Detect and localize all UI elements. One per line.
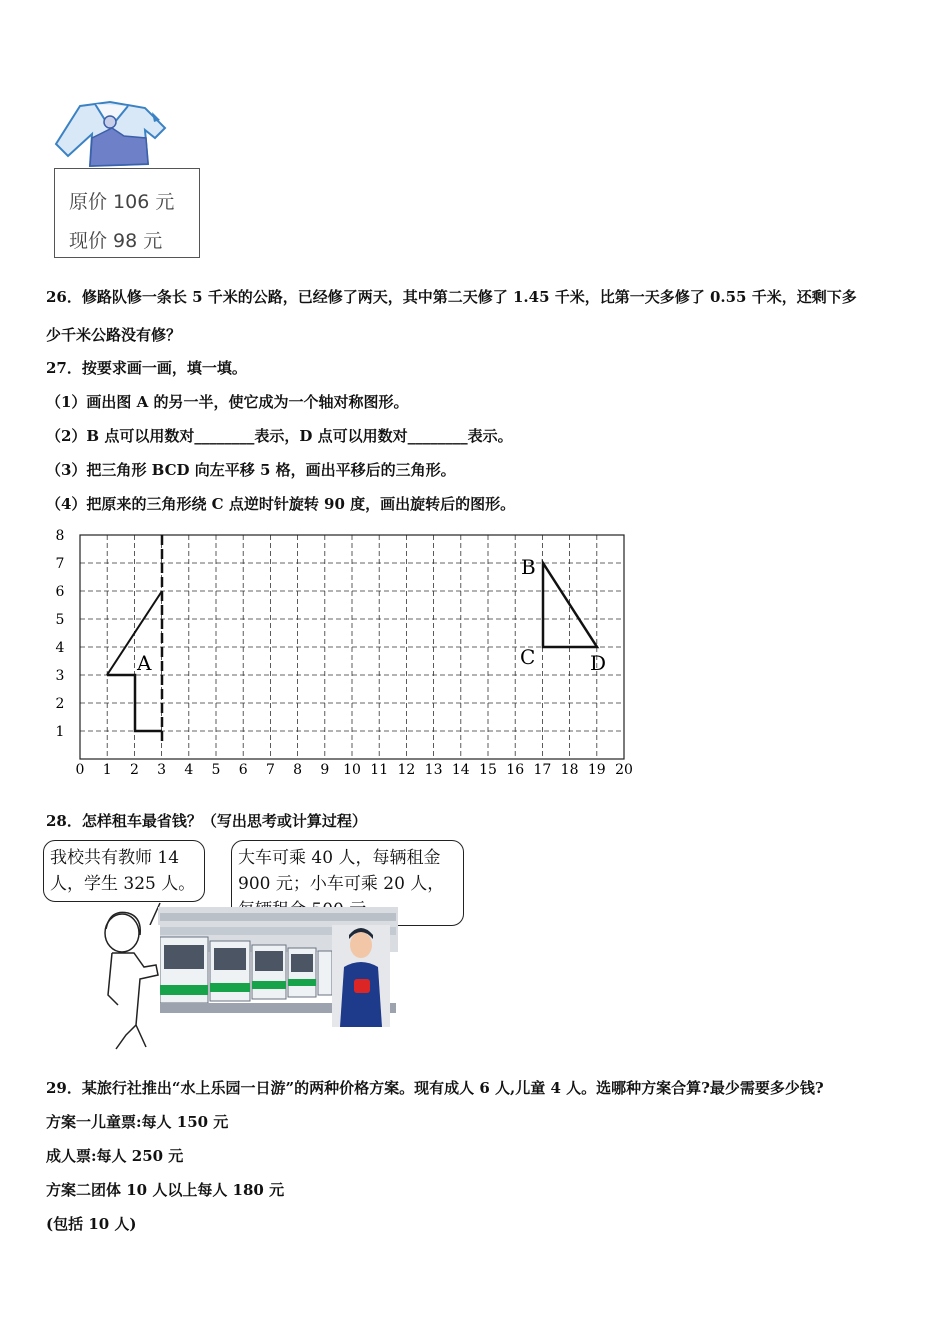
- bus-rental-illustration: [100, 875, 400, 1055]
- x-tick-label: 11: [370, 762, 389, 778]
- x-tick-label: 15: [479, 762, 497, 778]
- q27-item-1: （1）画出图 A 的另一半，使它成为一个轴对称图形。: [46, 393, 409, 411]
- x-tick-label: 18: [560, 762, 579, 778]
- q29-plan2-note: (包括 10 人): [46, 1215, 137, 1233]
- original-price: 原价 106 元: [69, 191, 175, 213]
- x-tick-label: 8: [293, 762, 303, 778]
- q29-plan1-adult: 成人票:每人 250 元: [46, 1147, 184, 1165]
- x-tick-label: 4: [184, 762, 194, 778]
- x-tick-label: 9: [320, 762, 330, 778]
- x-tick-label: 7: [265, 762, 275, 778]
- y-tick-label: 8: [55, 528, 65, 544]
- coordinate-grid: [40, 528, 640, 778]
- y-tick-label: 1: [55, 724, 65, 740]
- teacher-bubble-line1: 我校共有教师 14: [50, 848, 180, 868]
- q29-title: 29．某旅行社推出“水上乐园一日游”的两种价格方案。现有成人 6 人,儿童 4 人。选哪种方案合算?最少需要多少钱?: [46, 1079, 824, 1097]
- x-tick-label: 2: [129, 762, 139, 778]
- y-tick-label: 2: [55, 696, 65, 712]
- y-tick-label: 6: [55, 584, 65, 600]
- q27-item-3: （3）把三角形 BCD 向左平移 5 格，画出平移后的三角形。: [46, 461, 456, 479]
- teacher-bubble-line2: 人，学生 325 人。: [50, 874, 196, 894]
- y-tick-label: 5: [55, 612, 65, 628]
- x-tick-label: 19: [587, 762, 606, 778]
- y-tick-label: 4: [55, 640, 65, 656]
- x-tick-label: 5: [211, 762, 221, 778]
- agent-bubble-line2: 900 元；小车可乘 20 人，: [238, 874, 445, 894]
- x-tick-label: 6: [238, 762, 248, 778]
- current-price: 现价 98 元: [69, 230, 163, 252]
- q27-title: 27．按要求画一画，填一填。: [46, 359, 247, 377]
- x-tick-label: 20: [615, 762, 633, 778]
- y-tick-label: 7: [55, 556, 65, 572]
- triangle-bcd: [543, 563, 597, 647]
- price-tag: [54, 168, 200, 258]
- q28-title: 28．怎样租车最省钱？（写出思考或计算过程）: [46, 812, 367, 830]
- q27-item-4: （4）把原来的三角形绕 C 点逆时针旋转 90 度，画出旋转后的图形。: [46, 495, 516, 513]
- x-tick-label: 3: [157, 762, 167, 778]
- q29-plan2: 方案二团体 10 人以上每人 180 元: [46, 1181, 285, 1199]
- q26-line1: 26．修路队修一条长 5 千米的公路，已经修了两天，其中第二天修了 1.45 千米，比第一天多修了 0.55 千米，还剩下多: [46, 288, 857, 306]
- label-d: D: [590, 651, 607, 675]
- label-c: C: [520, 645, 536, 669]
- x-tick-label: 14: [451, 762, 470, 778]
- agent-bubble-line1: 大车可乘 40 人，每辆租金: [238, 848, 441, 868]
- x-tick-label: 1: [102, 762, 112, 778]
- q29-plan1-child: 方案一儿童票:每人 150 元: [46, 1113, 229, 1131]
- q26-line2: 少千米公路没有修？: [46, 326, 182, 344]
- label-b: B: [521, 555, 536, 579]
- q27-item-2: （2）B 点可以用数对________表示，D 点可以用数对________表示。: [46, 427, 513, 445]
- label-a: A: [137, 651, 152, 675]
- x-tick-label: 0: [75, 762, 85, 778]
- clothing-illustration: [50, 98, 170, 170]
- x-tick-label: 12: [397, 762, 416, 778]
- x-tick-label: 16: [506, 762, 525, 778]
- y-tick-label: 3: [55, 668, 65, 684]
- x-tick-label: 10: [343, 762, 361, 778]
- x-tick-label: 13: [424, 762, 443, 778]
- x-tick-label: 17: [533, 762, 552, 778]
